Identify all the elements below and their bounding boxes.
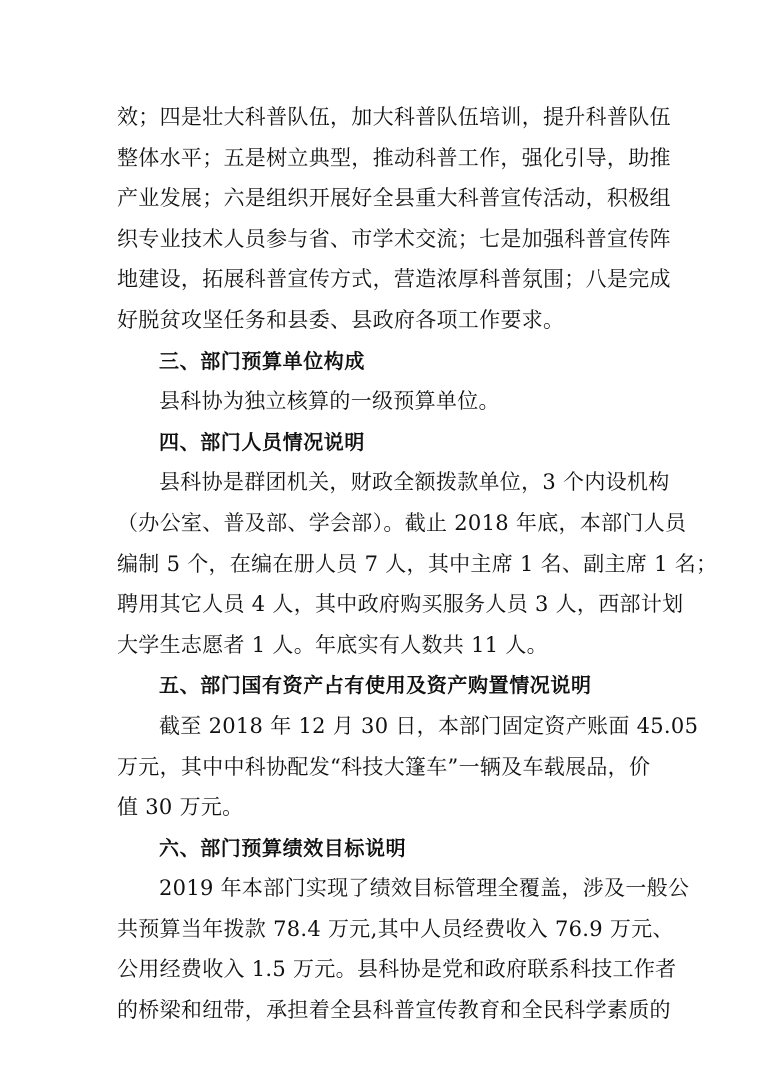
section-3 — [117, 341, 647, 422]
paragraph-line: 万元，其中中科协配发“科技大篷车”一辆及车载展品，价 — [117, 754, 651, 779]
paragraph-line: 的桥梁和纽带，承担着全县科普宣传教育和全民科学素质的 — [117, 998, 671, 1023]
paragraph-line: 县科协是群团机关，财政全额拨款单位，3 个内设机构 — [159, 470, 670, 495]
paragraph-line: 共预算当年拨款 78.4 万元,其中人员经费收入 76.9 万元、 — [117, 916, 674, 941]
document-page — [117, 97, 718, 1031]
section-4 — [117, 422, 718, 666]
paragraph-line: 县科协为独立核算的一级预算单位。 — [159, 389, 500, 414]
paragraph-line: 编制 5 个，在编在册人员 7 人，其中主席 1 名、副主席 1 名； — [117, 551, 718, 576]
section-heading: 三、部门预算单位构成 — [159, 348, 365, 373]
paragraph-line: 效；四是壮大科普队伍，加大科普队伍培训，提升科普队伍 — [117, 105, 671, 129]
paragraph-line: 好脱贫攻坚任务和县委、县政府各项工作要求。 — [117, 307, 565, 332]
paragraph-line: 截至 2018 年 12 月 30 日，本部门固定资产账面 45.05 — [159, 713, 699, 738]
paragraph-line: 产业发展；六是组织开展好全县重大科普宣传活动，积极组 — [117, 186, 671, 211]
paragraph-line: 聘用其它人员 4 人，其中政府购买服务人员 3 人，西部计划 — [117, 592, 684, 617]
section-heading: 五、部门国有资产占有使用及资产购置情况说明 — [159, 673, 592, 698]
section-heading: 六、部门预算绩效目标说明 — [159, 835, 407, 860]
paragraph-line: 地建设，拓展科普宣传方式，营造浓厚科普氛围；八是完成 — [117, 267, 671, 292]
paragraph-line: 大学生志愿者 1 人。年底实有人数共 11 人。 — [117, 632, 548, 657]
paragraph-line: 公用经费收入 1.5 万元。县科协是党和政府联系科技工作者 — [117, 957, 677, 982]
section-heading: 四、部门人员情况说明 — [159, 429, 365, 454]
section-6 — [117, 828, 690, 1031]
paragraph-line: 2019 年本部门实现了绩效目标管理全覆盖，涉及一般公 — [159, 876, 690, 901]
section-5 — [117, 665, 699, 827]
paragraph-line: （办公室、普及部、学会部）。截止 2018 年底，本部门人员 — [117, 510, 687, 535]
paragraph-line: 整体水平；五是树立典型，推动科普工作，强化引导，助推 — [117, 145, 671, 170]
section-2-tail — [117, 97, 671, 341]
paragraph-line: 值 30 万元。 — [117, 795, 244, 820]
paragraph-line: 织专业技术人员参与省、市学术交流；七是加强科普宣传阵 — [117, 226, 671, 251]
